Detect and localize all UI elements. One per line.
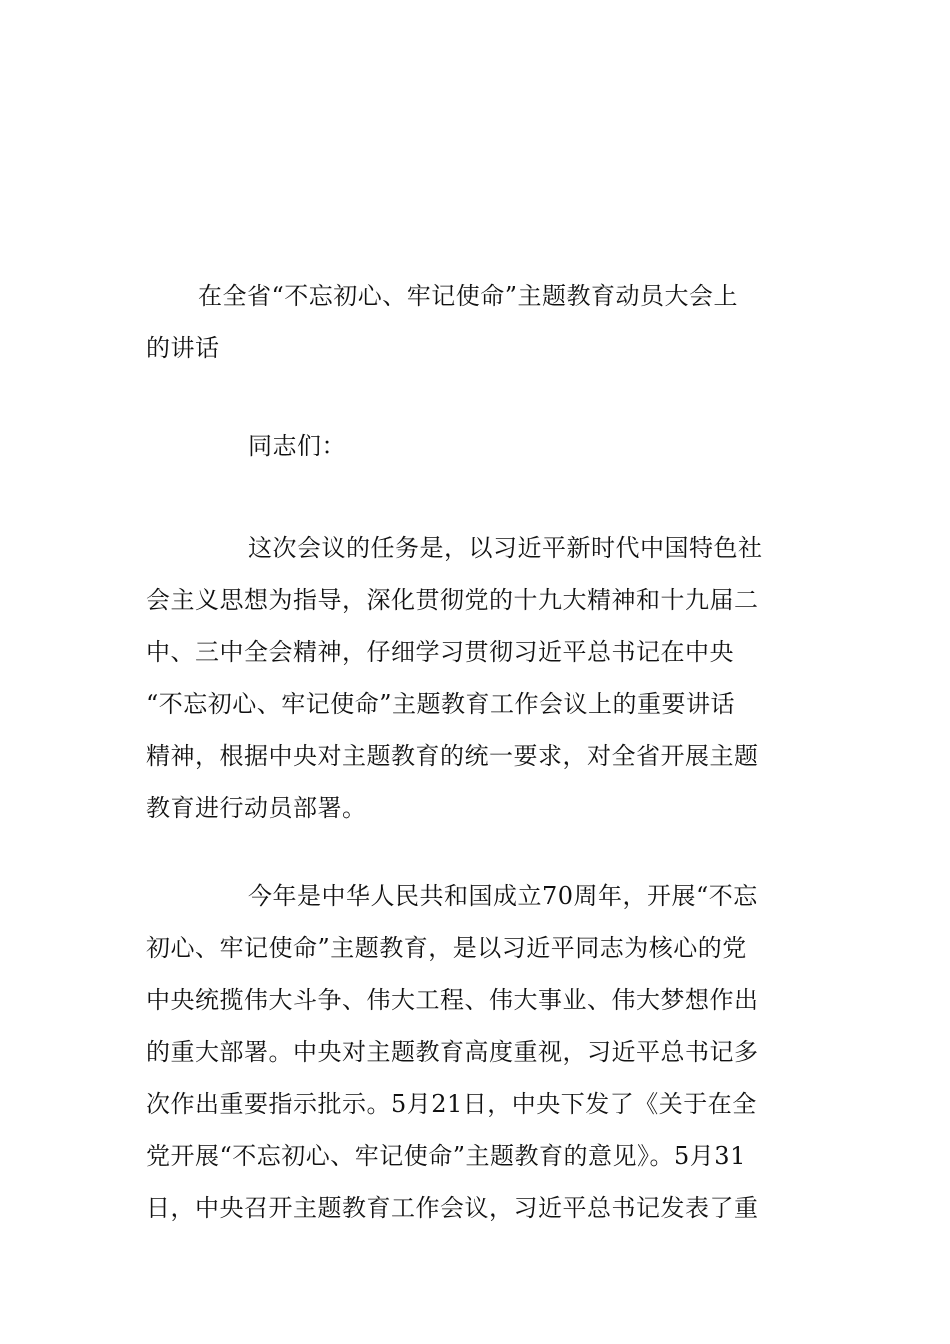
salutation-text: 同志们： xyxy=(248,432,346,460)
paragraph-line: 中、三中全会精神，仔细学习贯彻习近平总书记在中央 xyxy=(146,638,734,666)
paragraph-line: 日，中央召开主题教育工作会议，习近平总书记发表了重 xyxy=(146,1194,759,1222)
paragraph-line: 初心、牢记使命”主题教育，是以习近平同志为核心的党 xyxy=(146,934,747,962)
paragraph-line: 中央统揽伟大斗争、伟大工程、伟大事业、伟大梦想作出 xyxy=(146,986,759,1014)
paragraph-line: “不忘初心、牢记使命”主题教育工作会议上的重要讲话 xyxy=(146,690,736,718)
paragraph-line: 次作出重要指示批示。5月21日，中央下发了《关于在全 xyxy=(146,1090,757,1118)
paragraph-line: 党开展“不忘初心、牢记使命”主题教育的意见》。5月31 xyxy=(146,1142,746,1170)
paragraph-line: 这次会议的任务是，以习近平新时代中国特色社 xyxy=(248,534,763,562)
paragraph-line: 会主义思想为指导，深化贯彻党的十九大精神和十九届二 xyxy=(146,586,759,614)
document-title xyxy=(146,270,811,374)
paragraph-line: 的重大部署。中央对主题教育高度重视，习近平总书记多 xyxy=(146,1038,759,1066)
paragraph-1 xyxy=(146,522,811,834)
salutation xyxy=(146,420,811,472)
title-line: 在全省“不忘初心、牢记使命”主题教育动员大会上 xyxy=(198,282,739,310)
paragraph-2 xyxy=(146,870,811,1234)
paragraph-line: 教育进行动员部署。 xyxy=(146,794,367,822)
paragraph-line: 精神，根据中央对主题教育的统一要求，对全省开展主题 xyxy=(146,742,759,770)
title-line: 的讲话 xyxy=(146,334,220,362)
paragraph-line: 今年是中华人民共和国成立70周年，开展“不忘 xyxy=(248,882,758,910)
